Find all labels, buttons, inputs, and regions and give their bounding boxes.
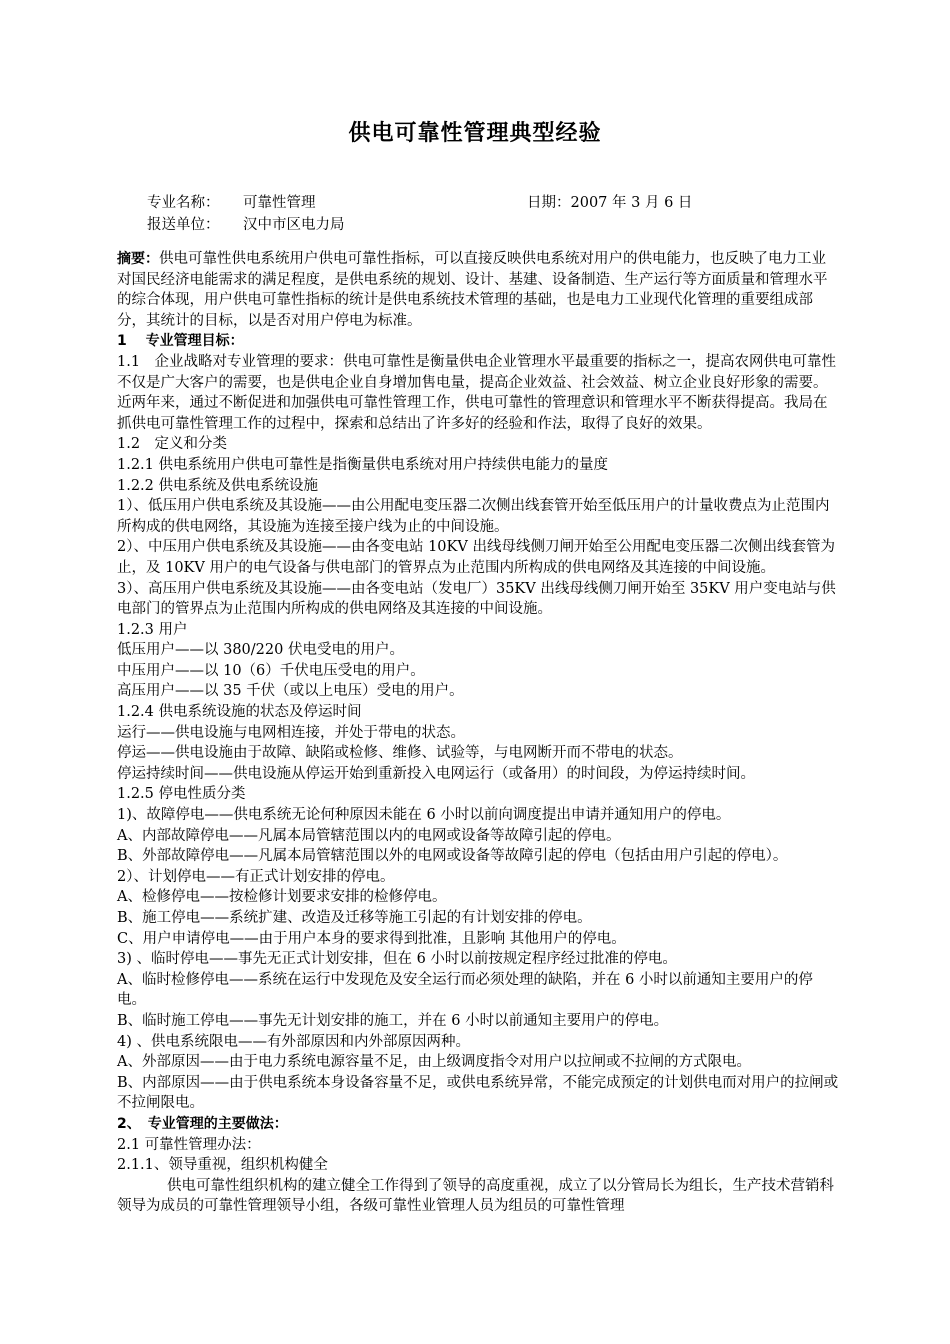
body-paragraph: 1.1 企业战略对专业管理的要求：供电可靠性是衡量供电企业管理水平最重要的指标之一，提高农网供电可靠性不仅是广大客户的需要，也是供电企业自身增加售电量，提高企业效益、社会效益、树立企业良好形象的需要。近两年来，通过不断促进和加强供电可靠性管理工作，供电可靠性的管理意识和管理水平不断获得提高。我局在抓供电可靠性管理工作的过程中，探索和总结出了许多好的经验和作法，取得了良好的效果。 [117,353,837,432]
body-paragraph: 2.1.1、领导重视，组织机构健全 [117,1157,328,1174]
section-1-heading: 1 专业管理目标： [117,333,244,350]
body-paragraph: 1.2.5 停电性质分类 [117,786,246,803]
body-paragraph: B、外部故障停电——凡属本局管辖范围以外的电网或设备等故障引起的停电（包括由用户引起的停电）。 [117,848,788,865]
abstract-paragraph [117,249,839,331]
date-text: 日期：2007 年 3 月 6 日 [527,195,693,211]
body-paragraph: 1.2.3 用户 [117,621,188,638]
body-paragraph: 运行——供电设施与电网相连接，并处于带电的状态。 [117,724,465,741]
body-paragraph: B、内部原因——由于供电系统本身设备容量不足，或供电系统异常，不能完成预定的计划供电而对用户的拉闸或不拉闸限电。 [117,1074,839,1112]
section-2-heading: 2、 专业管理的主要做法： [117,1115,288,1132]
body-paragraph: 中压用户——以 10（6）千伏电压受电的用户。 [117,662,425,679]
body-paragraph: 2）、中压用户供电系统及其设施——由各变电站 10KV 出线母线侧刀闸开始至公用配电变压器二次侧出线套管为止，及 10KV 用户的电气设备与供电部门的管界点为止范围内所构成的供电网络及其连接的中间设施。 [117,539,835,576]
body-paragraph: 1.2.2 供电系统及供电系统设施 [117,477,319,494]
abstract-text: 供电可靠性供电系统用户供电可靠性指标，可以直接反映供电系统对用户的供电能力，也反映了电力工业对国民经济电能需求的满足程度，是供电系统的规划、设计、基建、设备制造、生产运行等方面质量和管理水平的综合体现，用户供电可靠性指标的统计是供电系统技术管理的基础，也是电力工业现代化管理的重要组成部分，其统计的目标，以是否对用户停电为标准。 [117,251,828,329]
body-paragraph: 3）、高压用户供电系统及其设施——由各变电站（发电厂）35KV 出线母线侧刀闸开始至 35KV 用户变电站与供电部门的管界点为止范围内所构成的供电网络及其连接的中间设施。 [117,580,836,618]
body-paragraph: 1）、低压用户供电系统及其设施——由公用配电变压器二次侧出线套管开始至低压用户的计量收费点为止范围内所构成的供电网络，其设施为连接至接户线为止的中间设施。 [117,498,830,535]
body-paragraph: C、用户申请停电——由于用户本身的要求得到批准，且影响 其他用户的停电。 [117,930,626,947]
meta-row-unit [147,214,345,236]
unit-value: 汉中市区电力局 [243,217,345,233]
body-paragraph: 停运持续时间——供电设施从停运开始到重新投入电网运行（或备用）的时间段，为停运持续时间。 [117,765,755,782]
unit-label: 报送单位： [147,217,220,233]
body-paragraph: A、外部原因——由于电力系统电源容量不足，由上级调度指令对用户以拉闸或不拉闸的方式限电。 [117,1054,751,1071]
document-title: 供电可靠性管理典型经验 [348,121,602,146]
body-paragraph: A、内部故障停电——凡属本局管辖范围以内的电网或设备等故障引起的停电。 [117,827,621,844]
document-body [117,249,839,1217]
abstract-label: 摘要： [117,251,159,267]
body-paragraph: 2.1 可靠性管理办法： [117,1136,261,1153]
body-paragraph: A、检修停电——按检修计划要求安排的检修停电。 [117,889,447,906]
body-paragraph: 1.2 定义和分类 [117,436,228,453]
body-paragraph-last: 供电可靠性组织机构的建立健全工作得到了领导的高度重视，成立了以分管局长为组长，生产技术营销科领导为成员的可靠性管理领导小组，各级可靠性业管理人员为组员的可靠性管理 [117,1177,834,1215]
body-paragraph: B、临时施工停电——事先无计划安排的施工，并在 6 小时以前通知主要用户的停电。 [117,1012,669,1029]
body-paragraph: 3) 、临时停电——事先无正式计划安排，但在 6 小时以前按规定程序经过批准的停电。 [117,951,677,968]
body-paragraph: 4) 、供电系统限电——有外部原因和内外部原因两种。 [117,1033,470,1050]
major-label: 专业名称： [147,195,220,211]
body-paragraph: 1.2.4 供电系统设施的状态及停运时间 [117,704,362,721]
body-paragraph: 1)、故障停电——供电系统无论何种原因未能在 6 小时以前向调度提出申请并通知用户的停电。 [117,807,731,824]
body-paragraph: 停运——供电设施由于故障、缺陷或检修、维修、试验等，与电网断开而不带电的状态。 [117,745,683,762]
body-paragraph: 高压用户——以 35 千伏（或以上电压）受电的用户。 [117,683,464,700]
body-paragraph: 1.2.1 供电系统用户供电可靠性是指衡量供电系统对用户持续供电能力的量度 [117,456,609,473]
body-paragraph: A、临时检修停电——系统在运行中发现危及安全运行而必须处理的缺陷，并在 6 小时以前通知主要用户的停电。 [117,971,813,1009]
section-2-paragraphs [117,1135,839,1176]
meta-block [147,192,693,236]
section-1-paragraphs [117,352,839,1114]
major-value: 可靠性管理 [243,195,316,211]
meta-row-major [147,192,693,214]
body-paragraph: B、施工停电——系统扩建、改造及迁移等施工引起的有计划安排的停电。 [117,910,592,926]
body-paragraph: 2）、计划停电——有正式计划安排的停电。 [117,868,395,885]
body-paragraph: 低压用户——以 380/220 伏电受电的用户。 [117,642,404,659]
